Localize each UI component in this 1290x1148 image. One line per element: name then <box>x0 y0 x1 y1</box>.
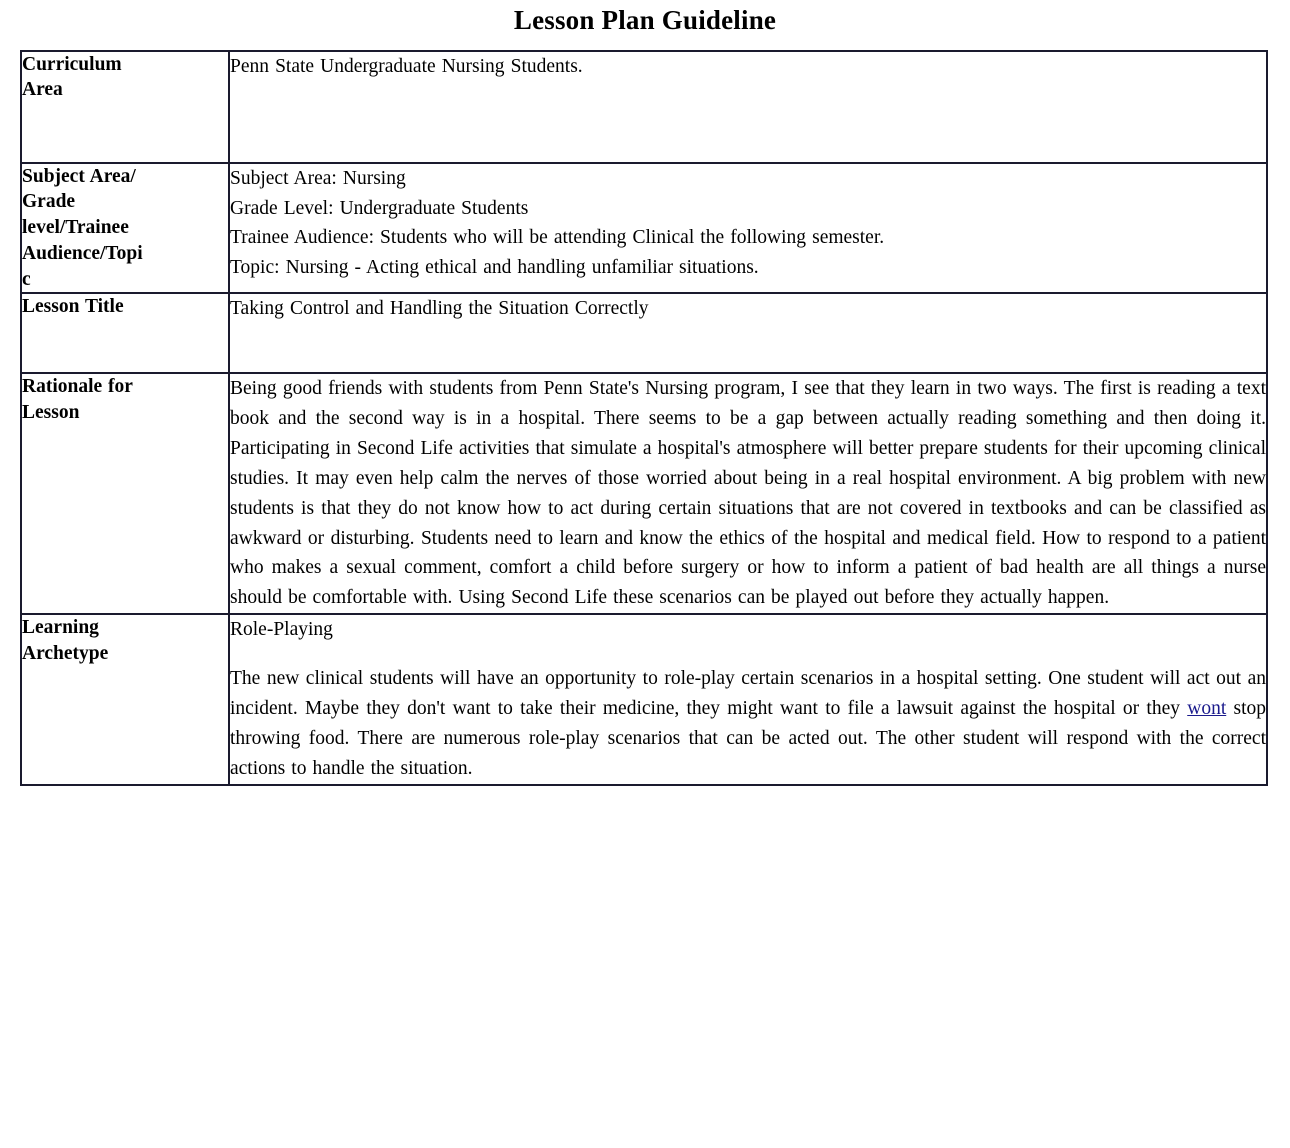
body-line: Trainee Audience: Students who will be attending Clinical the following semester. <box>230 227 885 249</box>
body-text <box>230 164 1266 283</box>
label-line-text: Grade <box>22 191 76 213</box>
label-line-text: Curriculum <box>22 53 122 75</box>
body-line: Penn State Undergraduate Nursing Students. <box>230 55 583 77</box>
label-line-text: Area <box>22 79 63 101</box>
label-line-text: Rationale for <box>22 376 133 398</box>
label-line-text: Audience/Topi <box>22 242 143 264</box>
lesson-plan-table <box>20 50 1268 786</box>
label-line-text: Learning <box>22 616 99 638</box>
table-row-lesson-title <box>21 293 1267 373</box>
body-text <box>230 52 1266 82</box>
label-line <box>22 164 228 293</box>
body-cell-curriculum-area <box>229 51 1267 163</box>
label-line-text: Lesson Title <box>22 296 124 318</box>
body-cell-lesson-title <box>229 293 1267 373</box>
label-line-text: Lesson <box>22 402 80 424</box>
body-cell-subject-area <box>229 163 1267 294</box>
body-line: Taking Control and Handling the Situation Correctly <box>230 298 649 320</box>
label-line <box>22 294 228 320</box>
body-cell-learning-archetype <box>229 614 1267 785</box>
body-line: Grade Level: Undergraduate Students <box>230 197 529 219</box>
body-text-after-link: stop throwing food. There are numerous role-play scenarios that can be acted out. The other student will respond with the correct actions to handle the situation. <box>230 698 1266 779</box>
document-page <box>0 6 1290 1148</box>
body-text-before-link: The new clinical students will have an opportunity to role-play certain scenarios in a hospital setting. One student will act out an incident. Maybe they don't want to take their medicine, they might want to file a lawsuit against the hospital or they <box>230 668 1266 720</box>
label-line-text: c <box>22 268 31 290</box>
body-line: Subject Area: Nursing <box>230 167 406 189</box>
table-row-curriculum-area <box>21 51 1267 163</box>
body-text: Being good friends with students from Penn State's Nursing program, I see that they learn in two ways. The first is reading a text book and the second way is in a hospital. There seems to be a gap between actually reading something and then doing it. Participating in Second Life activities that simulate a hospital's atmosphere will better prepare students for their upcoming clinical studies. It may even help calm the nerves of those worried about being in a real hospital environment. A big problem with new students is that they do not know how to act during certain situations that are not covered in textbooks and can be classified as awkward or disturbing. Students need to learn and know the ethics of the hospital and medical field. How to respond to a patient who makes a sexual comment, comfort a child before surgery or how to inform a patient of bad health are all things a nurse should be comfortable with. Using Second Life these scenarios can be played out before they actually happen. <box>230 378 1266 609</box>
page-title: Lesson Plan Guideline <box>513 5 777 35</box>
body-text <box>230 294 1266 324</box>
table-row-subject-area <box>21 163 1267 294</box>
label-line-text: level/Trainee <box>22 217 129 239</box>
label-cell-curriculum-area <box>21 51 229 163</box>
label-cell-rationale <box>21 373 229 614</box>
learning-archetype-subhead: Role-Playing <box>230 618 333 640</box>
label-line <box>22 374 228 425</box>
wont-link[interactable]: wont <box>1187 698 1227 720</box>
label-line <box>22 615 228 666</box>
table-row-learning-archetype <box>21 614 1267 785</box>
label-line-text: Archetype <box>22 642 109 664</box>
body-cell-rationale <box>229 373 1267 614</box>
label-cell-lesson-title <box>21 293 229 373</box>
label-cell-learning-archetype <box>21 614 229 785</box>
label-line <box>22 52 228 103</box>
label-line-text: Subject Area/ <box>22 165 136 187</box>
body-text <box>230 664 1266 783</box>
table-row-rationale <box>21 373 1267 614</box>
label-cell-subject-area <box>21 163 229 294</box>
body-line: Topic: Nursing - Acting ethical and handling unfamiliar situations. <box>230 257 759 279</box>
